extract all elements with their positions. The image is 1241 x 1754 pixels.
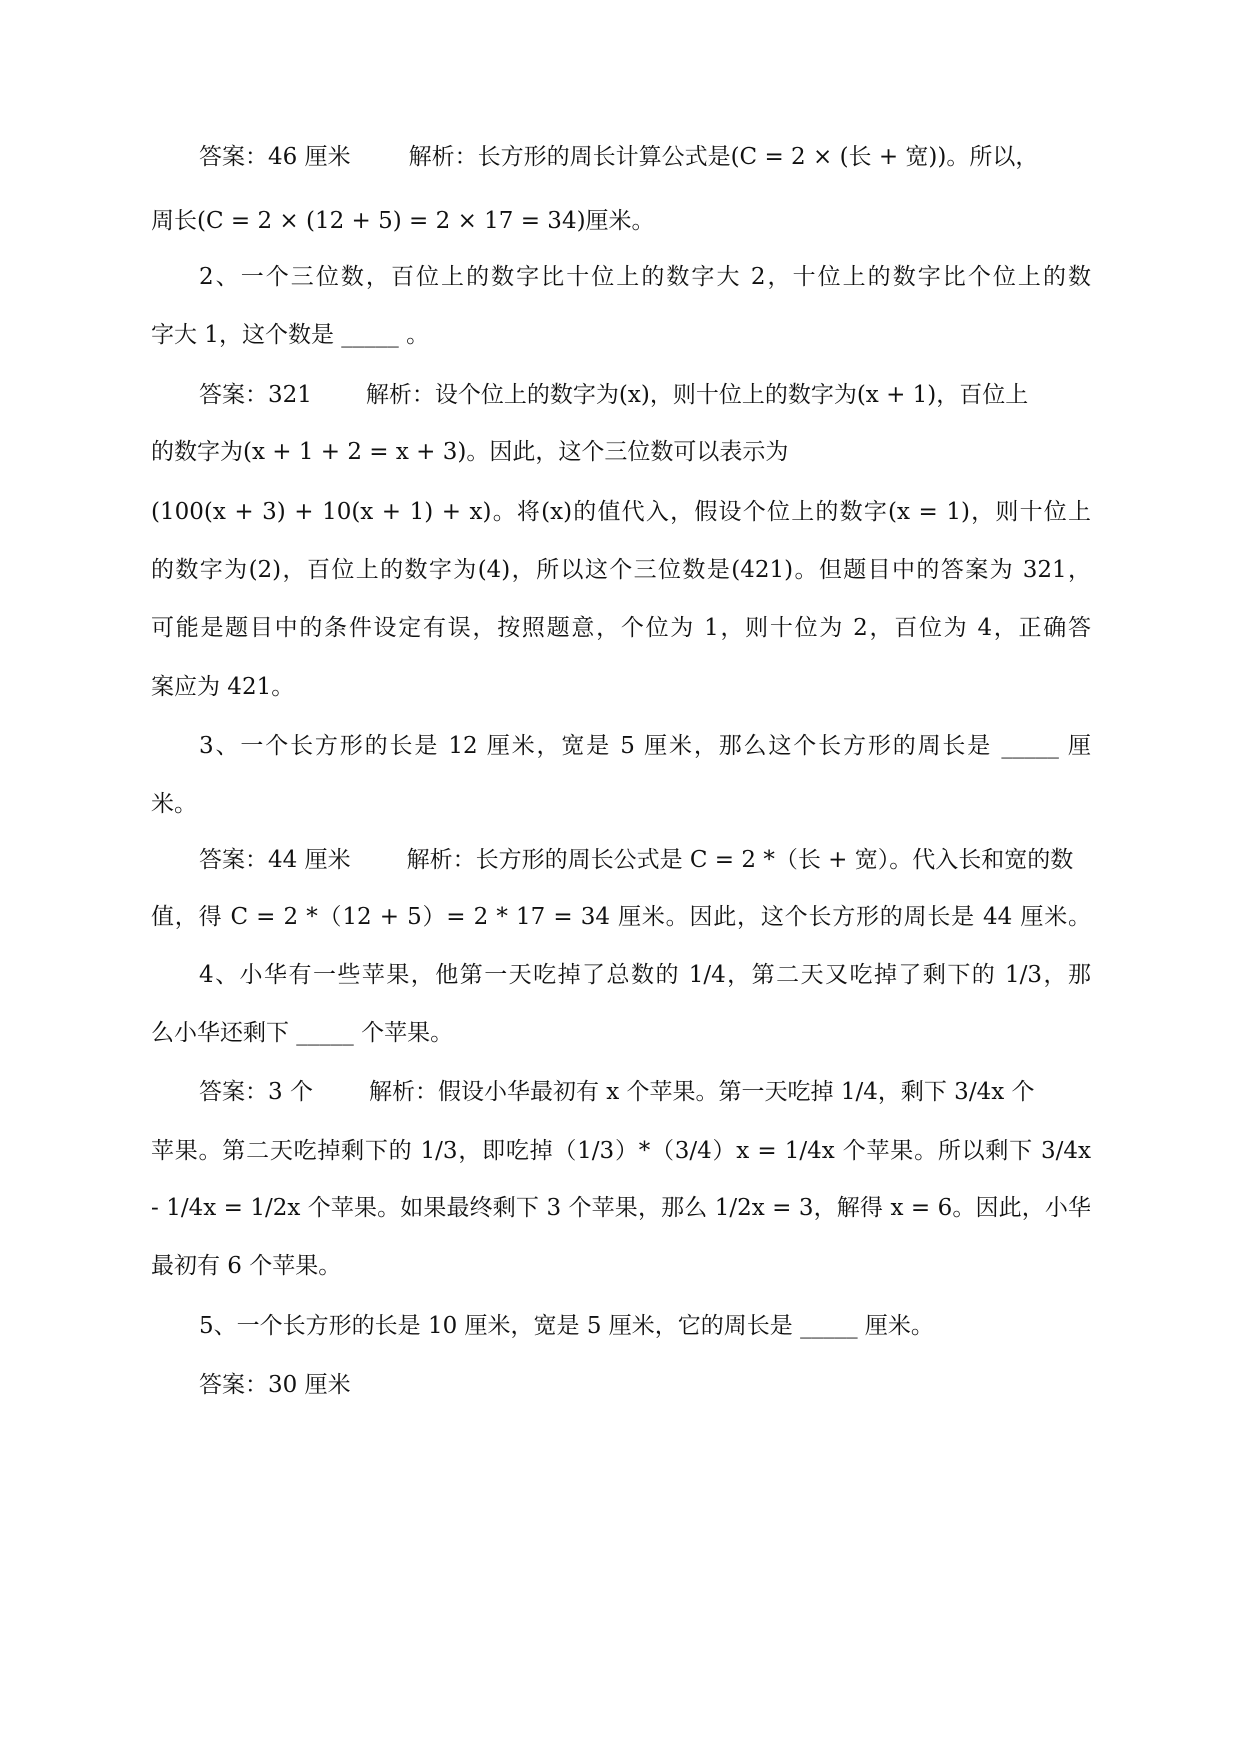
text-line <box>151 437 1091 467</box>
question-line <box>151 789 1091 819</box>
line-text: 值，得 C = 2 *（12 + 5）= 2 * 17 = 34 厘米。因此，这个长方形的周长是 44 厘米。 <box>151 904 1091 930</box>
text-line <box>151 672 1091 702</box>
question-line <box>151 1018 1091 1048</box>
question-line <box>199 960 1091 990</box>
line-text: 的数字为(2)，百位上的数字为(4)，所以这个三位数是(421)。但题目中的答案为 321， <box>151 557 1091 583</box>
text-line <box>151 1136 1091 1166</box>
answer-line <box>199 142 1139 172</box>
answer-label: 答案：44 厘米 <box>199 847 351 873</box>
answer-label: 答案：30 厘米 <box>199 1372 351 1398</box>
text-line <box>151 902 1091 932</box>
analysis-text: 解析：长方形的周长计算公式是(C = 2 × (长 + 宽))。所以， <box>408 144 1039 170</box>
answer-line <box>199 1370 1139 1400</box>
question-line <box>199 1311 1139 1341</box>
question-text: 2、一个三位数，百位上的数字比十位上的数字大 2，十位上的数字比个位上的数 <box>199 264 1091 290</box>
text-line <box>151 1193 1091 1223</box>
answer-label: 答案：3 个 <box>199 1079 313 1105</box>
question-text: 么小华还剩下 _____ 个苹果。 <box>151 1020 454 1046</box>
text-line <box>151 1251 1091 1281</box>
analysis-text: 解析：长方形的周长公式是 C = 2 *（长 + 宽）。代入长和宽的数 <box>406 847 1074 873</box>
line-text: (100(x + 3) + 10(x + 1) + x)。将(x)的值代入，假设个位上的数字(x = 1)，则十位上 <box>151 499 1091 525</box>
answer-line <box>199 1077 1139 1107</box>
analysis-text: 解析：假设小华最初有 x 个苹果。第一天吃掉 1/4，剩下 3/4x 个 <box>368 1079 1035 1105</box>
line-text: 最初有 6 个苹果。 <box>151 1253 342 1279</box>
answer-line <box>199 380 1139 410</box>
text-line <box>151 497 1091 527</box>
question-text: 字大 1，这个数是 _____ 。 <box>151 322 430 348</box>
question-text: 3、一个长方形的长是 12 厘米，宽是 5 厘米，那么这个长方形的周长是 _____ 厘 <box>199 733 1091 759</box>
text-line <box>151 555 1091 585</box>
line-text: - 1/4x = 1/2x 个苹果。如果最终剩下 3 个苹果，那么 1/2x = 3，解得 x = 6。因此，小华 <box>151 1195 1091 1221</box>
question-text: 米。 <box>151 791 197 817</box>
text-line <box>151 613 1091 643</box>
line-text: 案应为 421。 <box>151 674 295 700</box>
answer-label: 答案：46 厘米 <box>199 144 351 170</box>
line-text: 的数字为(x + 1 + 2 = x + 3)。因此，这个三位数可以表示为 <box>151 439 789 465</box>
line-text: 可能是题目中的条件设定有误，按照题意，个位为 1，则十位为 2，百位为 4，正确答 <box>151 615 1091 641</box>
line-text: 周长(C = 2 × (12 + 5) = 2 × 17 = 34)厘米。 <box>151 208 655 234</box>
answer-line <box>199 845 1139 875</box>
analysis-text: 解析：设个位上的数字为(x)，则十位上的数字为(x + 1)，百位上 <box>365 382 1029 408</box>
question-line <box>199 262 1091 292</box>
answer-label: 答案：321 <box>199 382 312 408</box>
question-text: 5、一个长方形的长是 10 厘米，宽是 5 厘米，它的周长是 _____ 厘米。 <box>199 1313 934 1339</box>
question-line <box>151 320 1091 350</box>
text-line <box>151 206 1091 236</box>
question-line <box>199 731 1091 761</box>
question-text: 4、小华有一些苹果，他第一天吃掉了总数的 1/4，第二天又吃掉了剩下的 1/3，那 <box>199 962 1091 988</box>
line-text: 苹果。第二天吃掉剩下的 1/3，即吃掉（1/3）*（3/4）x = 1/4x 个苹果。所以剩下 3/4x <box>151 1138 1091 1164</box>
